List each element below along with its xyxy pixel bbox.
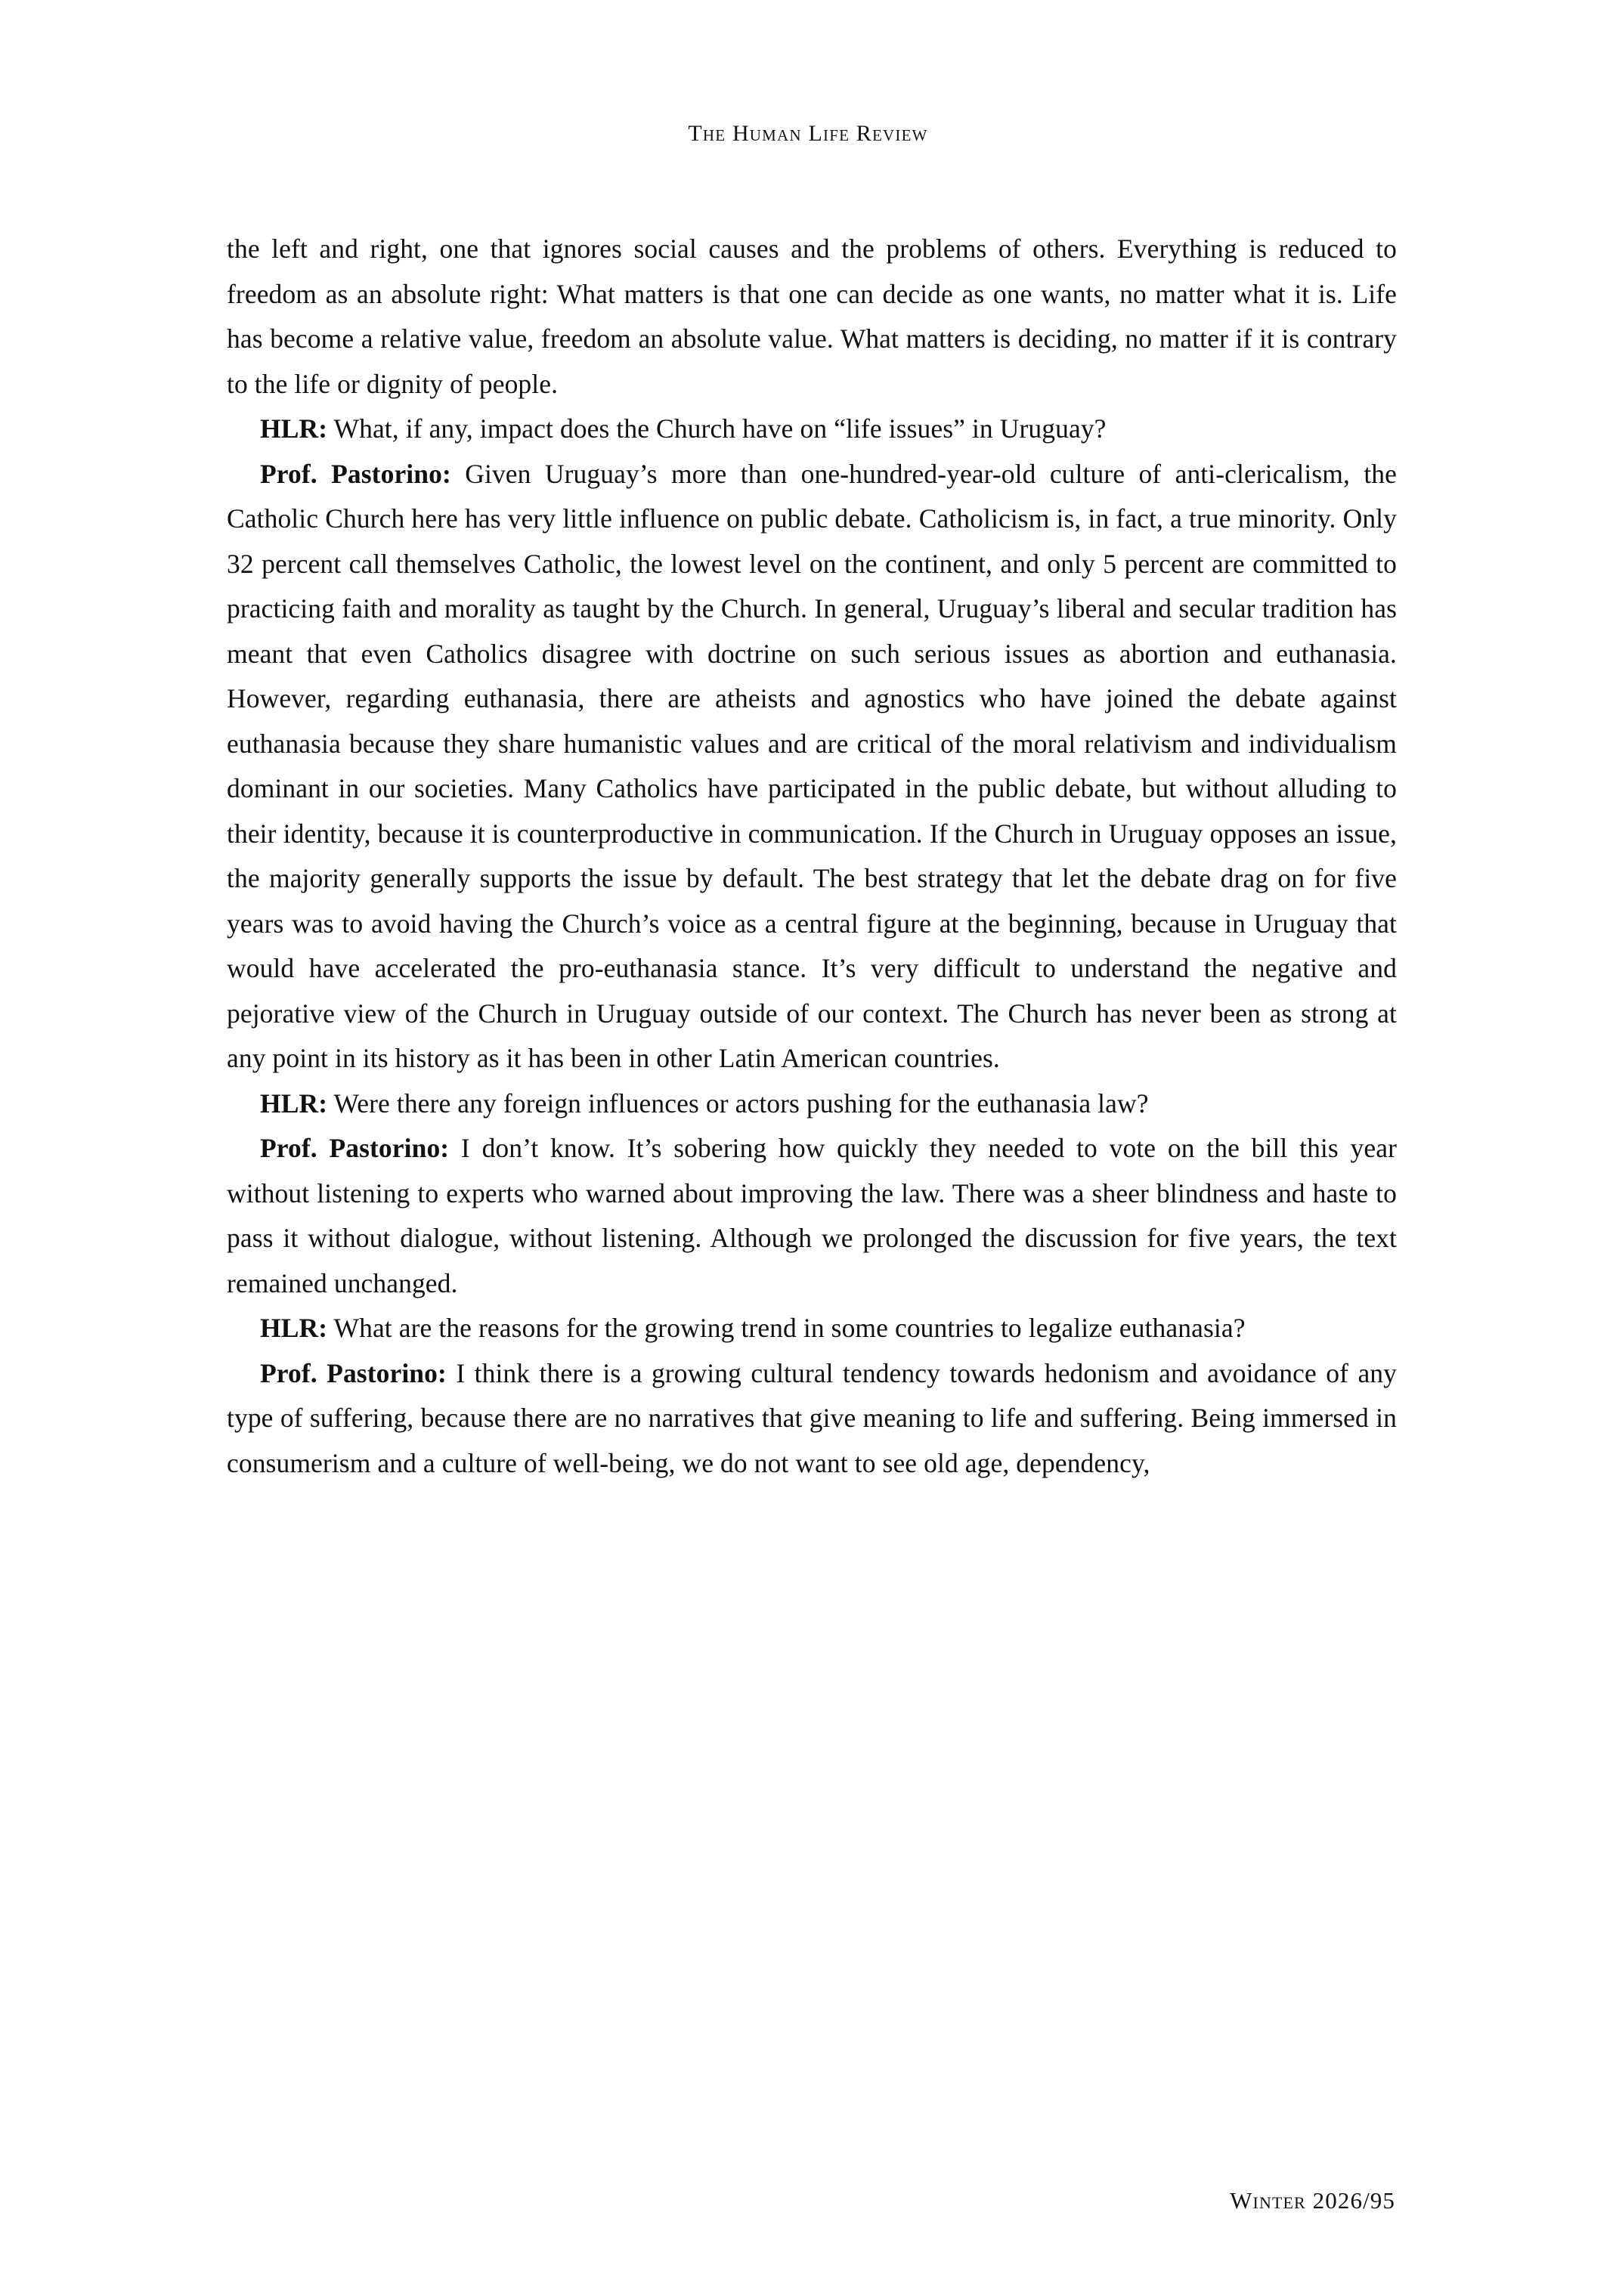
speaker-label-hlr: HLR: [260, 1313, 328, 1343]
paragraph-hlr-question-3 [227, 1306, 1397, 1351]
running-head: The Human Life Review [688, 121, 928, 146]
paragraph-continued-opening [227, 227, 1397, 407]
paragraph-hlr-question-2 [227, 1081, 1397, 1127]
speaker-label-pastorino: Prof. Pastorino: [260, 1357, 447, 1388]
paragraph-text: I think there is a growing cultural tendency towards hedonism and avoidance of any type of suffering, because there are no narratives that give meaning to life and suffering. Being immersed in consumerism and a culture of well-being, we do not want to see old age, dependency, [227, 1357, 1397, 1478]
paragraph-pastorino-answer-3 [227, 1351, 1397, 1487]
paragraph-text: I don’t know. It’s sobering how quickly they needed to vote on the bill this year without listening to experts who warned about improving the law. There was a sheer blindness and haste to pass it without dialogue, without listening. Although we prolonged the discussion for five years, the text remained unchanged. [227, 1133, 1397, 1298]
body-text-column [227, 227, 1397, 1486]
paragraph-pastorino-answer-1 [227, 452, 1397, 1081]
paragraph-text: What, if any, impact does the Church have on “life issues” in Uruguay? [327, 413, 1107, 444]
paragraph-text: the left and right, one that ignores social causes and the problems of others. Everything is reduced to freedom as an absolute right: What matters is that one can decide as one wants, no matter what it is. Life has become a relative value, freedom an absolute value. What matters is deciding, no matter if it is contrary to the life or dignity of people. [227, 234, 1397, 399]
paragraph-hlr-question-1 [227, 407, 1397, 452]
page-folio: Winter 2026/95 [1230, 2187, 1395, 2214]
speaker-label-hlr: HLR: [260, 1088, 328, 1119]
speaker-label-hlr: HLR: [260, 413, 328, 444]
speaker-label-pastorino: Prof. Pastorino: [260, 1133, 450, 1163]
paragraph-text: Were there any foreign influences or actors pushing for the euthanasia law? [327, 1088, 1149, 1119]
paragraph-text: Given Uruguay’s more than one-hundred-year-old culture of anti-clericalism, the Catholic Church here has very little influence on public debate. Catholicism is, in fact, a true minority. Only 32 percent call themselves Catholic, the lowest level on the continent, and only 5 percent are committed to practicing faith and morality as taught by the Church. In general, Uruguay’s liberal and secular tradition has meant that even Catholics disagree with doctrine on such serious issues as abortion and euthanasia. However, regarding euthanasia, there are atheists and agnostics who have joined the debate against euthanasia because they share humanistic values and are critical of the moral relativism and individualism dominant in our societies. Many Catholics have participated in the public debate, but without alluding to their identity, because it is counterproductive in communication. If the Church in Uruguay opposes an issue, the majority generally supports the issue by default. The best strategy that let the debate drag on for five years was to avoid having the Church’s voice as a central figure at the beginning, because in Uruguay that would have accelerated the pro-euthanasia stance. It’s very difficult to understand the negative and pejorative view of the Church in Uruguay outside of our context. The Church has never been as strong at any point in its history as it has been in other Latin American countries. [227, 458, 1397, 1073]
speaker-label-pastorino: Prof. Pastorino: [260, 458, 451, 489]
paragraph-text: What are the reasons for the growing trend in some countries to legalize euthanasia? [327, 1313, 1246, 1343]
paragraph-pastorino-answer-2 [227, 1126, 1397, 1306]
